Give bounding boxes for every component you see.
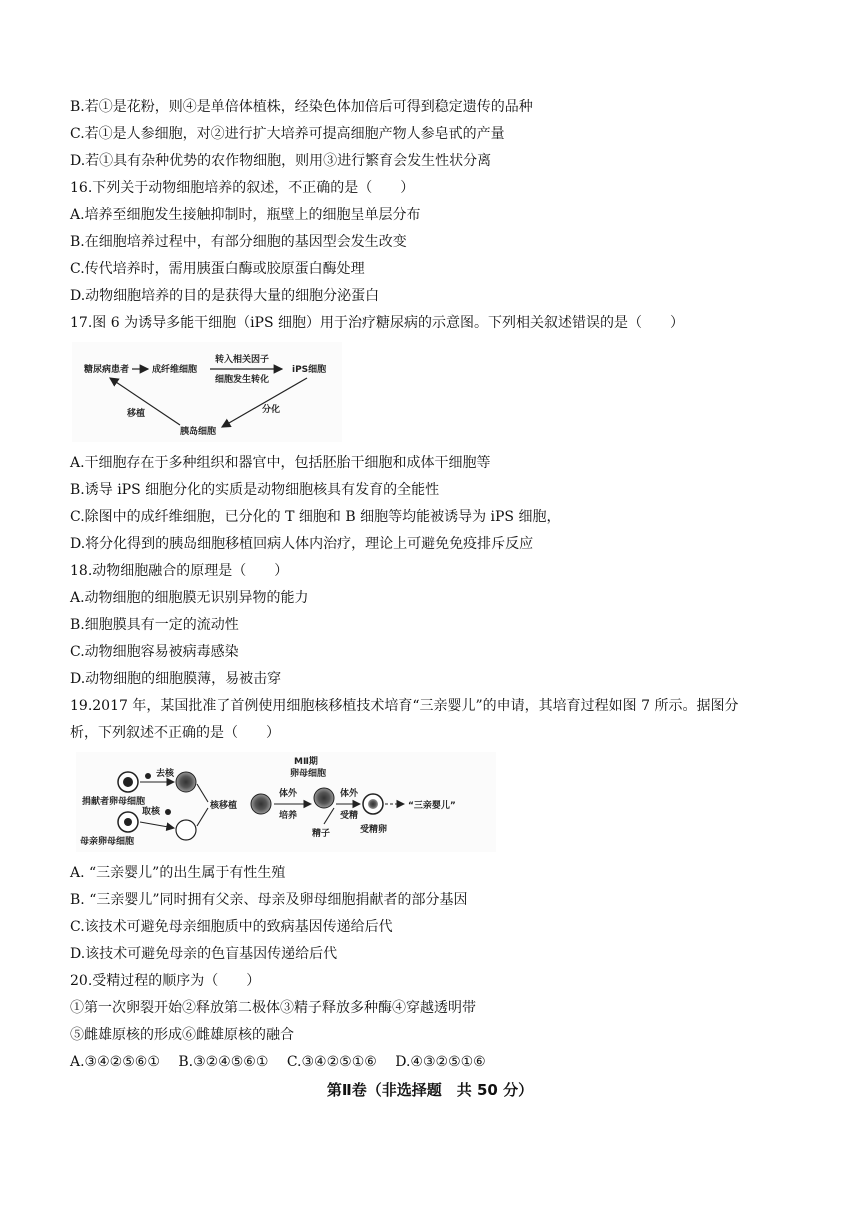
q19-stem-line1: 19.2017 年，某国批准了首例使用细胞核移植技术培育“三亲婴儿”的申请，其培育过程如图 7 所示。据图分 [70,698,739,714]
q17-option-a: A.干细胞存在于多种组织和器官中，包括胚胎干细胞和成体干细胞等 [70,455,491,471]
fig6-differentiate-label: 分化 [262,405,281,415]
q18-option-c: C.动物细胞容易被病毒感染 [70,644,239,660]
fig7-baby-label: “三亲婴儿” [408,801,456,811]
fig7-mii-top-label: MⅡ期 [294,757,318,767]
fig7-remove-nucleus-label: 去核 [156,769,175,779]
fig7-fert-top-label: 体外 [340,789,359,799]
fig7-enucleated-donor-cell [176,772,196,792]
q17-option-c: C.除图中的成纤维细胞，已分化的 T 细胞和 B 细胞等均能被诱导为 iPS 细胞， [70,509,561,525]
q20-option-b: B.③②④⑤⑥① [178,1054,269,1070]
q17-stem: 17.图 6 为诱导多能干细胞（iPS 细胞）用于治疗糖尿病的示意图。下列相关叙述错误的是（ ） [70,315,685,331]
fig7-taken-nucleus [165,809,171,815]
fig6-transfer-top-label: 转入相关因子 [215,355,270,365]
fig6-ips-label: iPS细胞 [292,365,327,375]
fig7-nuclear-transfer-label: 核移植 [210,801,238,811]
fig7-zygote-label: 受精卵 [360,825,388,835]
q20-option-a: A.③④②⑤⑥① [70,1054,160,1070]
q18-option-a: A.动物细胞的细胞膜无识别异物的能力 [70,590,309,606]
q18-option-d: D.动物细胞的细胞膜薄，易被击穿 [70,671,282,687]
q16-option-b: B.在细胞培养过程中，有部分细胞的基因型会发生改变 [70,234,407,250]
q16-option-c: C.传代培养时，需用胰蛋白酶或胶原蛋白酶处理 [70,261,365,277]
fig7-take-nucleus-label: 取核 [142,807,161,817]
q15-option-c: C.若①是人参细胞，对②进行扩大培养可提高细胞产物人参皂甙的产量 [70,126,505,142]
figure-7-three-parent-diagram [76,752,496,852]
q20-steps-line1: ①第一次卵裂开始②释放第二极体③精子释放多种酶④穿越透明带 [70,1000,476,1016]
q17-option-d: D.将分化得到的胰岛细胞移植回病人体内治疗，理论上可避免免疫排斥反应 [70,536,534,552]
q20-options [70,1052,810,1072]
fig7-culture-top-label: 体外 [279,789,298,799]
q20-stem: 20.受精过程的顺序为（ ） [70,973,261,989]
fig6-fibroblast-label: 成纤维细胞 [152,365,198,375]
q19-option-c: C.该技术可避免母亲细胞质中的致病基因传递给后代 [70,919,393,935]
fig7-mother-cytoplasm-cell [176,820,196,840]
fig7-mii-oocyte-cell [314,788,334,808]
q16-option-d: D.动物细胞培养的目的是获得大量的细胞分泌蛋白 [70,288,380,304]
fig7-mother-label: 母亲卵母细胞 [80,837,135,847]
fig7-removed-nucleus [145,773,151,779]
q20-option-c: C.③④②⑤①⑥ [286,1054,377,1070]
q17-option-b: B.诱导 iPS 细胞分化的实质是动物细胞核具有发育的全能性 [70,482,440,498]
fig6-transplant-label: 移植 [127,409,146,419]
q20-steps-line2: ⑤雌雄原核的形成⑥雌雄原核的融合 [70,1027,294,1043]
q16-option-a: A.培养至细胞发生接触抑制时，瓶壁上的细胞呈单层分布 [70,207,421,223]
q18-stem: 18.动物细胞融合的原理是（ ） [70,563,289,579]
fig7-mii-bottom-label: 卵母细胞 [290,769,327,779]
q19-stem-line2: 析，下列叙述不正确的是（ ） [70,725,280,741]
fig6-islet-label: 胰岛细胞 [180,427,217,437]
q19-option-a: A. “三亲婴儿”的出生属于有性生殖 [70,865,286,881]
section-2-title: 第Ⅱ卷（非选择题 共 50 分） [326,1081,534,1099]
q19-option-b: B. “三亲婴儿”同时拥有父亲、母亲及卵母细胞捐献者的部分基因 [70,892,468,908]
fig7-fert-bottom-label: 受精 [340,811,359,821]
fig6-patient-label: 糖尿病患者 [84,365,130,375]
figure-6-ips-diagram [72,342,342,442]
q20-option-d: D.④③②⑤①⑥ [395,1054,486,1070]
fig7-sperm-label: 精子 [312,829,331,839]
q15-option-d: D.若①具有杂种优势的农作物细胞，则用③进行繁育会发生性状分离 [70,153,492,169]
q15-option-b: B.若①是花粉，则④是单倍体植株，经染色体加倍后可得到稳定遗传的品种 [70,99,533,115]
fig7-donor-label: 捐献者卵母细胞 [82,797,146,807]
fig6-transfer-bottom-label: 细胞发生转化 [215,375,270,385]
fig7-reconstructed-cell [251,794,271,814]
fig7-culture-bottom-label: 培养 [279,811,298,821]
q16-stem: 16.下列关于动物细胞培养的叙述，不正确的是（ ） [70,180,415,196]
q18-option-b: B.细胞膜具有一定的流动性 [70,617,239,633]
q19-option-d: D.该技术可避免母亲的色盲基因传递给后代 [70,946,338,962]
